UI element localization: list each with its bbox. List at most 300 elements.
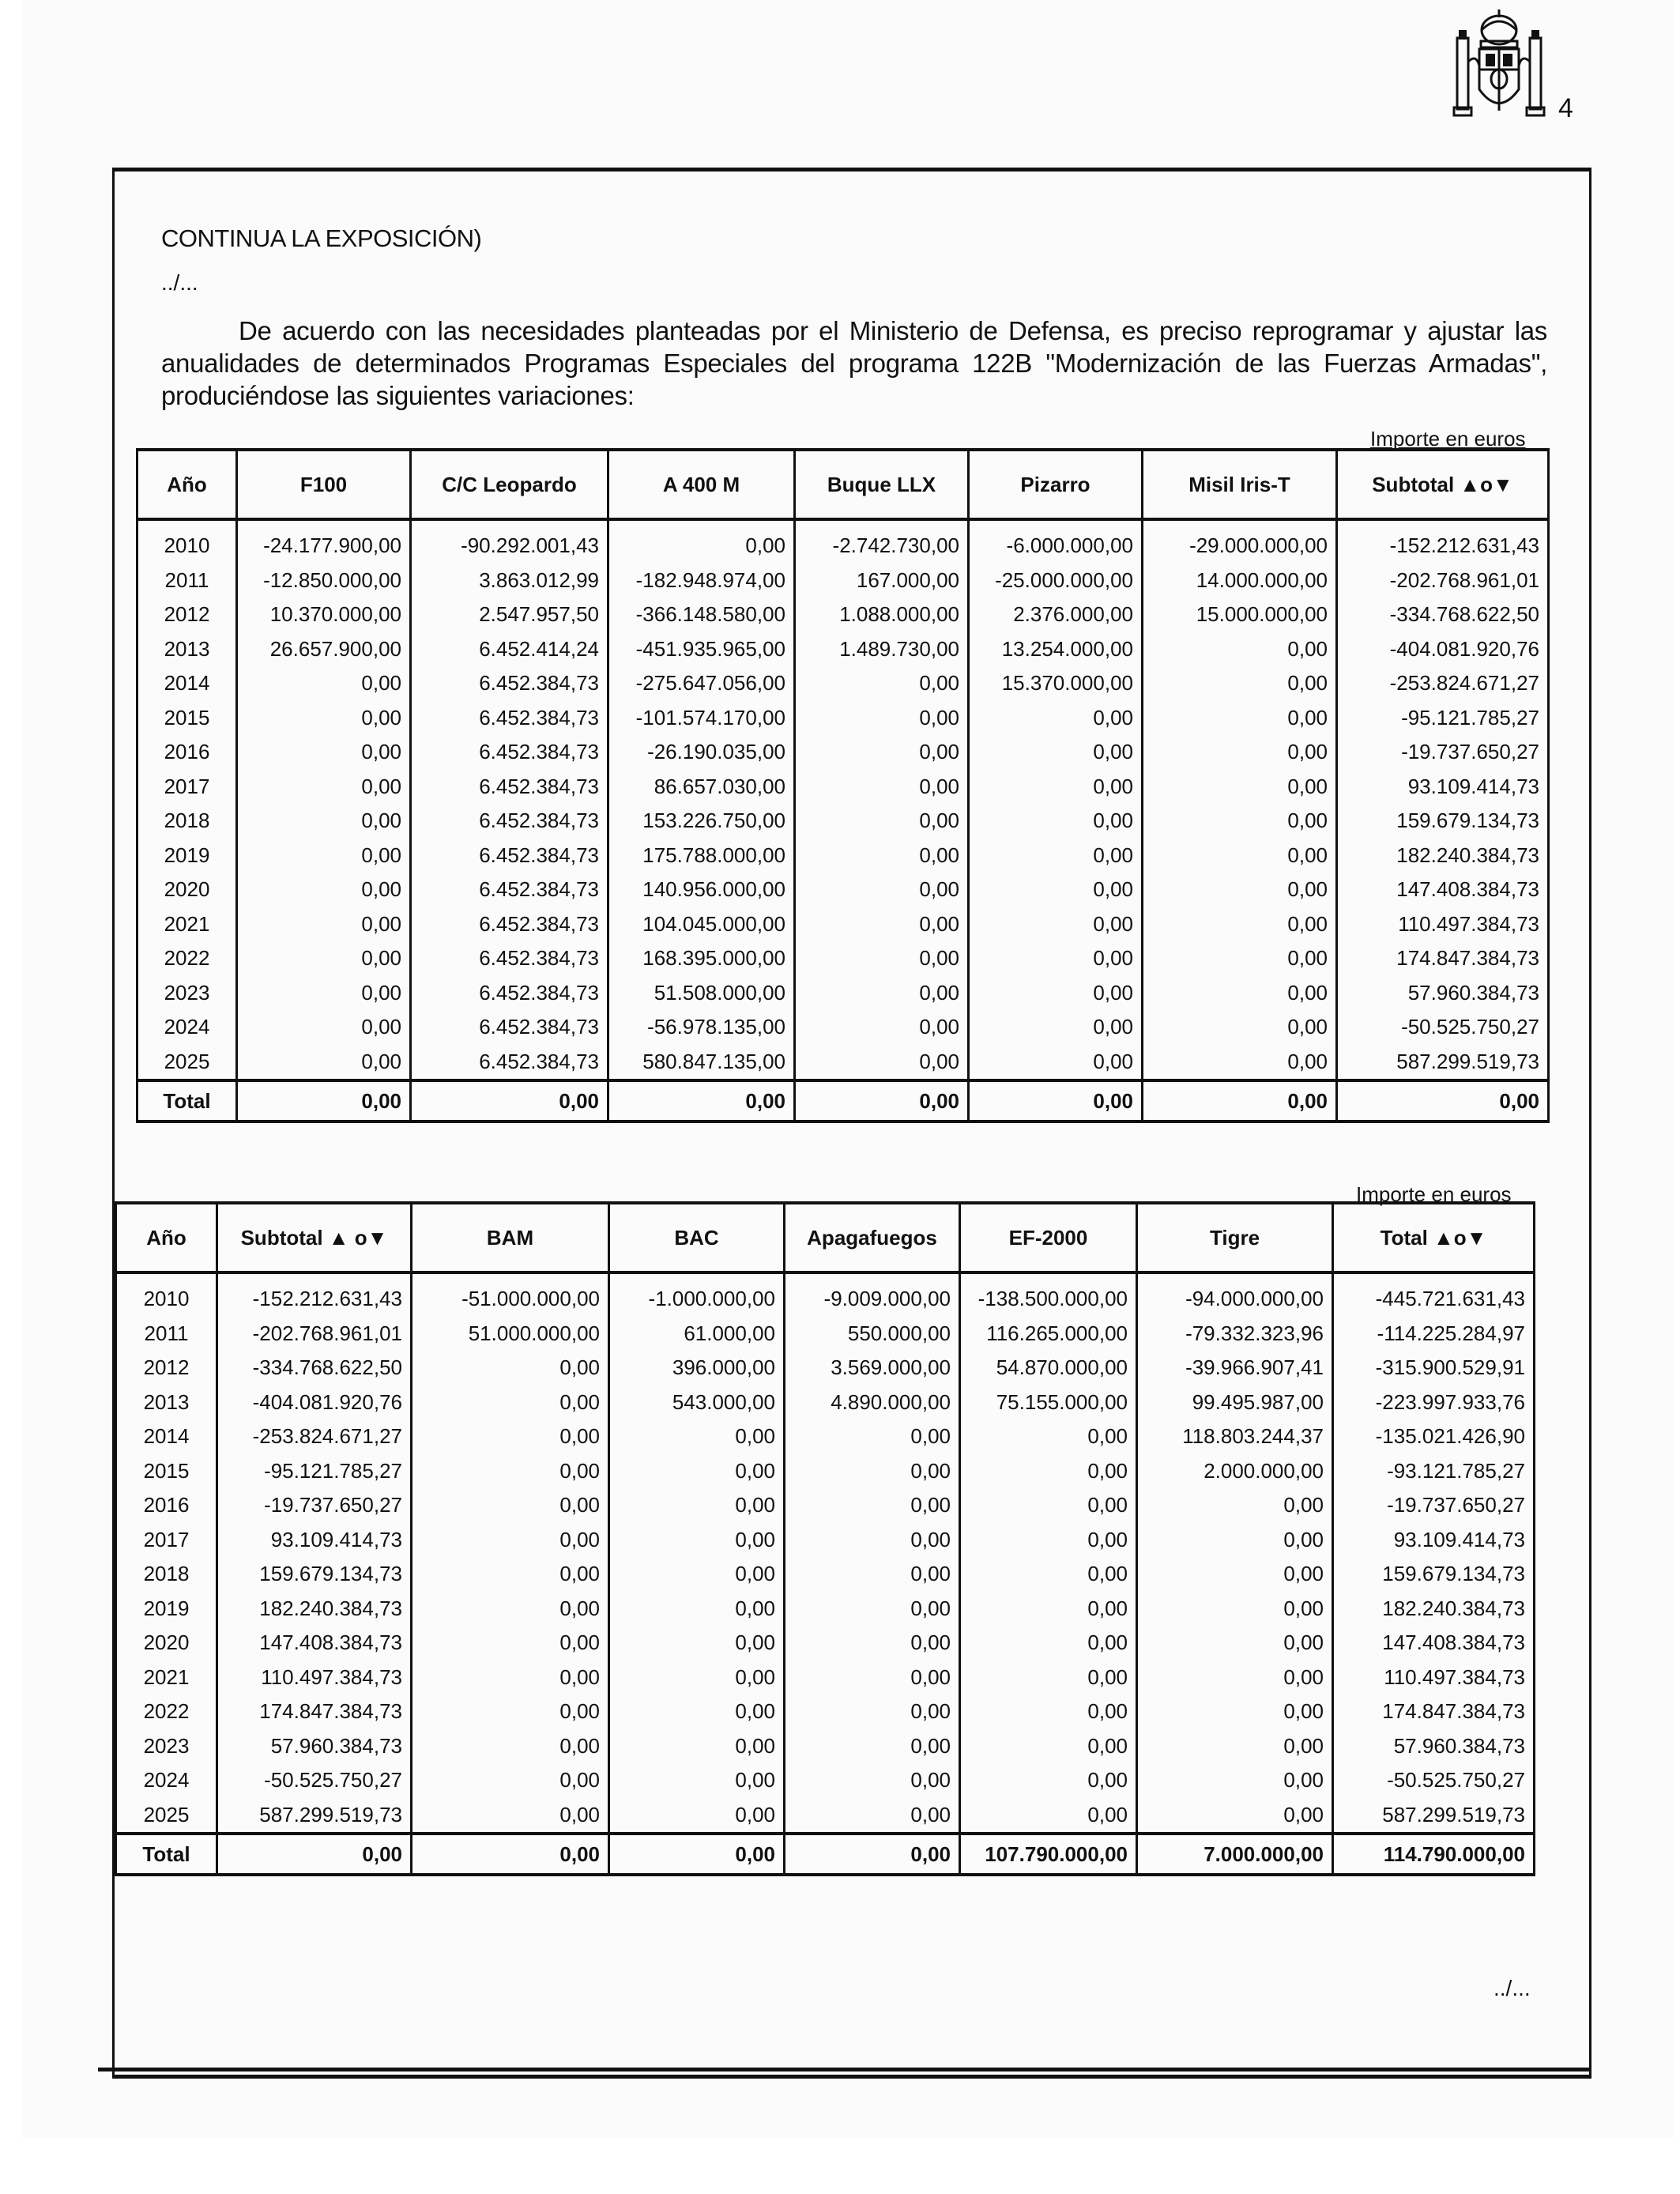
table-row: [116, 1454, 1535, 1489]
amount-cell: 0,00: [785, 1729, 960, 1764]
amount-cell: -202.768.961,01: [217, 1317, 412, 1351]
year-cell: 2022: [137, 941, 237, 976]
column-header: Subtotal ▲o▼: [1337, 450, 1549, 519]
total-row: [137, 1080, 1549, 1122]
table-row: [116, 1488, 1535, 1523]
amount-cell: 0,00: [969, 735, 1143, 770]
amount-cell: 0,00: [237, 735, 411, 770]
total-cell: 0,00: [608, 1080, 795, 1122]
amount-cell: 174.847.384,73: [217, 1695, 412, 1729]
amount-cell: 153.226.750,00: [608, 804, 795, 839]
table-row: [137, 598, 1549, 632]
year-cell: 2024: [116, 1763, 217, 1798]
table-row: [116, 1729, 1535, 1764]
amount-cell: -366.148.580,00: [608, 598, 795, 632]
amount-cell: 0,00: [412, 1385, 609, 1420]
total-cell: 0,00: [412, 1834, 609, 1875]
table-programs-2: [115, 1201, 1535, 1876]
year-cell: 2024: [137, 1010, 237, 1045]
amount-cell: -152.212.631,43: [1337, 519, 1549, 564]
amount-cell: -2.742.730,00: [795, 519, 969, 564]
amount-cell: 0,00: [1137, 1695, 1333, 1729]
amount-cell: 0,00: [795, 907, 969, 942]
table-row: [116, 1763, 1535, 1798]
year-cell: 2015: [137, 701, 237, 736]
amount-cell: 0,00: [1143, 873, 1337, 907]
amount-cell: 0,00: [1137, 1557, 1333, 1592]
amount-cell: 0,00: [785, 1523, 960, 1558]
year-cell: 2017: [137, 770, 237, 805]
amount-cell: -114.225.284,97: [1333, 1317, 1535, 1351]
year-cell: 2023: [137, 976, 237, 1011]
amount-cell: 0,00: [1137, 1592, 1333, 1627]
amount-cell: 0,00: [412, 1661, 609, 1695]
year-cell: 2012: [137, 598, 237, 632]
column-header: BAM: [412, 1203, 609, 1272]
year-cell: 2016: [137, 735, 237, 770]
year-cell: 2017: [116, 1523, 217, 1558]
amount-cell: 0,00: [785, 1419, 960, 1454]
amount-cell: 0,00: [960, 1523, 1137, 1558]
amount-cell: 0,00: [960, 1661, 1137, 1695]
amount-cell: 6.452.384,73: [411, 804, 608, 839]
amount-cell: 0,00: [785, 1626, 960, 1661]
amount-cell: -50.525.750,27: [1333, 1763, 1535, 1798]
amount-cell: 174.847.384,73: [1337, 941, 1549, 976]
amount-cell: 93.109.414,73: [1337, 770, 1549, 805]
amount-cell: 0,00: [969, 701, 1143, 736]
year-cell: 2020: [116, 1626, 217, 1661]
table-row: [116, 1351, 1535, 1385]
amount-cell: 587.299.519,73: [217, 1798, 412, 1834]
year-cell: 2013: [116, 1385, 217, 1420]
amount-cell: 57.960.384,73: [217, 1729, 412, 1764]
amount-cell: 140.956.000,00: [608, 873, 795, 907]
amount-cell: 0,00: [960, 1557, 1137, 1592]
amount-cell: 4.890.000,00: [785, 1385, 960, 1420]
amount-cell: 0,00: [960, 1763, 1137, 1798]
amount-cell: 0,00: [237, 804, 411, 839]
amount-cell: -135.021.426,90: [1333, 1419, 1535, 1454]
column-header: Apagafuegos: [785, 1203, 960, 1272]
table-row: [116, 1317, 1535, 1351]
amount-cell: 3.569.000,00: [785, 1351, 960, 1385]
amount-cell: 14.000.000,00: [1143, 564, 1337, 598]
total-cell: 0,00: [795, 1080, 969, 1122]
table-programs-1: [136, 448, 1550, 1123]
amount-cell: 0,00: [609, 1557, 785, 1592]
amount-cell: 0,00: [609, 1626, 785, 1661]
amount-cell: 0,00: [412, 1695, 609, 1729]
amount-cell: -223.997.933,76: [1333, 1385, 1535, 1420]
amount-cell: -51.000.000,00: [412, 1272, 609, 1317]
amount-cell: 2.376.000,00: [969, 598, 1143, 632]
amount-cell: 0,00: [960, 1729, 1137, 1764]
column-header: Total ▲o▼: [1333, 1203, 1535, 1272]
page-number: 4: [1558, 93, 1573, 123]
amount-cell: 0,00: [609, 1523, 785, 1558]
amount-cell: 580.847.135,00: [608, 1045, 795, 1081]
amount-cell: 182.240.384,73: [217, 1592, 412, 1627]
amount-cell: 0,00: [960, 1454, 1137, 1489]
amount-cell: 26.657.900,00: [237, 632, 411, 667]
column-header: Buque LLX: [795, 450, 969, 519]
amount-cell: 6.452.384,73: [411, 666, 608, 701]
amount-cell: -101.574.170,00: [608, 701, 795, 736]
table-row: [137, 666, 1549, 701]
amount-cell: 175.788.000,00: [608, 839, 795, 873]
year-cell: 2013: [137, 632, 237, 667]
amount-cell: 0,00: [609, 1592, 785, 1627]
amount-cell: 6.452.384,73: [411, 735, 608, 770]
amount-cell: 0,00: [1143, 770, 1337, 805]
table-row: [137, 735, 1549, 770]
amount-cell: 0,00: [969, 1045, 1143, 1081]
amount-cell: -138.500.000,00: [960, 1272, 1137, 1317]
amount-cell: 3.863.012,99: [411, 564, 608, 598]
amount-cell: 0,00: [960, 1419, 1137, 1454]
amount-cell: 168.395.000,00: [608, 941, 795, 976]
amount-cell: 6.452.384,73: [411, 839, 608, 873]
amount-cell: 15.000.000,00: [1143, 598, 1337, 632]
amount-cell: 0,00: [969, 941, 1143, 976]
amount-cell: -9.009.000,00: [785, 1272, 960, 1317]
year-cell: 2011: [137, 564, 237, 598]
table-row: [137, 976, 1549, 1011]
total-cell: 0,00: [1143, 1080, 1337, 1122]
amount-cell: -315.900.529,91: [1333, 1351, 1535, 1385]
amount-cell: 0,00: [412, 1626, 609, 1661]
amount-cell: 51.000.000,00: [412, 1317, 609, 1351]
year-cell: 2019: [137, 839, 237, 873]
table-row: [116, 1695, 1535, 1729]
table-row: [116, 1385, 1535, 1420]
amount-cell: 0,00: [608, 519, 795, 564]
amount-cell: -152.212.631,43: [217, 1272, 412, 1317]
amount-cell: 51.508.000,00: [608, 976, 795, 1011]
continuation-title: CONTINUA LA EXPOSICIÓN): [161, 224, 482, 252]
amount-cell: 0,00: [237, 666, 411, 701]
amount-cell: 0,00: [785, 1592, 960, 1627]
amount-cell: 1.088.000,00: [795, 598, 969, 632]
amount-cell: 0,00: [237, 941, 411, 976]
amount-cell: 0,00: [785, 1454, 960, 1489]
amount-cell: 0,00: [1143, 907, 1337, 942]
amount-cell: -93.121.785,27: [1333, 1454, 1535, 1489]
table-row: [116, 1419, 1535, 1454]
amount-cell: 0,00: [795, 1045, 969, 1081]
amount-cell: 0,00: [609, 1454, 785, 1489]
table-row: [137, 1045, 1549, 1081]
amount-cell: 0,00: [785, 1661, 960, 1695]
amount-cell: -404.081.920,76: [1337, 632, 1549, 667]
amount-cell: -90.292.001,43: [411, 519, 608, 564]
amount-cell: -50.525.750,27: [1337, 1010, 1549, 1045]
year-cell: 2011: [116, 1317, 217, 1351]
amount-cell: 0,00: [412, 1523, 609, 1558]
amount-cell: 6.452.414,24: [411, 632, 608, 667]
table-row: [137, 632, 1549, 667]
amount-cell: 0,00: [969, 804, 1143, 839]
column-header: A 400 M: [608, 450, 795, 519]
amount-cell: 1.489.730,00: [795, 632, 969, 667]
column-header: F100: [237, 450, 411, 519]
amount-cell: 0,00: [1137, 1626, 1333, 1661]
amount-cell: 0,00: [237, 873, 411, 907]
amount-cell: -334.768.622,50: [1337, 598, 1549, 632]
amount-cell: 0,00: [412, 1798, 609, 1834]
amount-cell: -29.000.000,00: [1143, 519, 1337, 564]
table-row: [137, 770, 1549, 805]
year-cell: 2021: [137, 907, 237, 942]
year-cell: 2021: [116, 1661, 217, 1695]
amount-cell: 6.452.384,73: [411, 873, 608, 907]
amount-cell: 6.452.384,73: [411, 941, 608, 976]
table-row: [116, 1592, 1535, 1627]
amount-cell: -19.737.650,27: [1333, 1488, 1535, 1523]
amount-cell: 0,00: [795, 941, 969, 976]
column-header: Año: [137, 450, 237, 519]
table-row: [137, 873, 1549, 907]
amount-cell: 0,00: [1137, 1798, 1333, 1834]
amount-cell: 0,00: [785, 1557, 960, 1592]
amount-cell: 0,00: [795, 839, 969, 873]
amount-cell: 0,00: [1143, 1010, 1337, 1045]
amount-cell: 0,00: [795, 770, 969, 805]
amount-cell: 110.497.384,73: [1337, 907, 1549, 942]
amount-cell: 0,00: [1137, 1763, 1333, 1798]
amount-cell: 6.452.384,73: [411, 770, 608, 805]
column-header: C/C Leopardo: [411, 450, 608, 519]
amount-cell: 147.408.384,73: [1333, 1626, 1535, 1661]
amount-cell: 0,00: [1143, 976, 1337, 1011]
table-row: [116, 1661, 1535, 1695]
amount-cell: 587.299.519,73: [1333, 1798, 1535, 1834]
year-cell: 2018: [137, 804, 237, 839]
year-cell: 2010: [137, 519, 237, 564]
amount-cell: 0,00: [1137, 1523, 1333, 1558]
amount-cell: -25.000.000,00: [969, 564, 1143, 598]
amount-cell: 0,00: [237, 770, 411, 805]
amount-cell: -94.000.000,00: [1137, 1272, 1333, 1317]
amount-cell: 6.452.384,73: [411, 1010, 608, 1045]
amount-cell: 0,00: [795, 976, 969, 1011]
amount-cell: 0,00: [785, 1763, 960, 1798]
amount-cell: -12.850.000,00: [237, 564, 411, 598]
amount-cell: 104.045.000,00: [608, 907, 795, 942]
amount-cell: 0,00: [237, 976, 411, 1011]
total-cell: 0,00: [609, 1834, 785, 1875]
amount-cell: 0,00: [609, 1695, 785, 1729]
year-cell: 2019: [116, 1592, 217, 1627]
total-label: Total: [116, 1834, 217, 1875]
amount-cell: 118.803.244,37: [1137, 1419, 1333, 1454]
amount-cell: -451.935.965,00: [608, 632, 795, 667]
amount-cell: 0,00: [412, 1763, 609, 1798]
amount-cell: 147.408.384,73: [1337, 873, 1549, 907]
amount-cell: 396.000,00: [609, 1351, 785, 1385]
amount-cell: 159.679.134,73: [1333, 1557, 1535, 1592]
amount-cell: 0,00: [1143, 735, 1337, 770]
amount-cell: 0,00: [960, 1488, 1137, 1523]
column-header: Tigre: [1137, 1203, 1333, 1272]
amount-cell: 6.452.384,73: [411, 907, 608, 942]
amount-cell: 159.679.134,73: [217, 1557, 412, 1592]
amount-cell: 54.870.000,00: [960, 1351, 1137, 1385]
year-cell: 2012: [116, 1351, 217, 1385]
continuation-marker-top: ../...: [161, 270, 198, 295]
amount-cell: 0,00: [969, 770, 1143, 805]
amount-cell: 0,00: [412, 1557, 609, 1592]
column-header: Misil Iris-T: [1143, 450, 1337, 519]
amount-cell: 0,00: [795, 701, 969, 736]
total-cell: 7.000.000,00: [1137, 1834, 1333, 1875]
amount-cell: 0,00: [960, 1695, 1137, 1729]
total-label: Total: [137, 1080, 237, 1122]
table2-unit-label: Importe en euros: [1356, 1182, 1512, 1206]
amount-cell: 13.254.000,00: [969, 632, 1143, 667]
amount-cell: 0,00: [795, 1010, 969, 1045]
amount-cell: 2.547.957,50: [411, 598, 608, 632]
amount-cell: 0,00: [960, 1592, 1137, 1627]
total-cell: 107.790.000,00: [960, 1834, 1137, 1875]
amount-cell: 6.452.384,73: [411, 1045, 608, 1081]
amount-cell: 0,00: [1137, 1729, 1333, 1764]
amount-cell: -275.647.056,00: [608, 666, 795, 701]
amount-cell: -24.177.900,00: [237, 519, 411, 564]
year-cell: 2010: [116, 1272, 217, 1317]
amount-cell: 0,00: [412, 1488, 609, 1523]
amount-cell: -39.966.907,41: [1137, 1351, 1333, 1385]
amount-cell: 10.370.000,00: [237, 598, 411, 632]
table-row: [137, 519, 1549, 564]
amount-cell: 0,00: [960, 1626, 1137, 1661]
year-cell: 2016: [116, 1488, 217, 1523]
amount-cell: -26.190.035,00: [608, 735, 795, 770]
amount-cell: 86.657.030,00: [608, 770, 795, 805]
amount-cell: 0,00: [609, 1798, 785, 1834]
table-row: [137, 804, 1549, 839]
continuation-marker-bottom: ../...: [1494, 1976, 1531, 2000]
amount-cell: 0,00: [960, 1798, 1137, 1834]
bottom-rule: [98, 2068, 1590, 2071]
amount-cell: 174.847.384,73: [1333, 1695, 1535, 1729]
table1-unit-label: Importe en euros: [1370, 427, 1526, 450]
amount-cell: -253.824.671,27: [217, 1419, 412, 1454]
amount-cell: -6.000.000,00: [969, 519, 1143, 564]
amount-cell: 0,00: [412, 1592, 609, 1627]
amount-cell: 0,00: [237, 1045, 411, 1081]
amount-cell: 0,00: [785, 1488, 960, 1523]
total-cell: 0,00: [969, 1080, 1143, 1122]
year-cell: 2018: [116, 1557, 217, 1592]
amount-cell: -202.768.961,01: [1337, 564, 1549, 598]
amount-cell: 2.000.000,00: [1137, 1454, 1333, 1489]
total-cell: 0,00: [785, 1834, 960, 1875]
amount-cell: 99.495.987,00: [1137, 1385, 1333, 1420]
intro-paragraph: De acuerdo con las necesidades planteadas por el Ministerio de Defensa, es preciso reprogramar y ajustar las anualidades de determinados Programas Especiales del programa 122B "Modernización de las Fuerzas Armadas", produciéndose las siguientes variaciones:: [161, 316, 1547, 410]
table-row: [137, 941, 1549, 976]
amount-cell: 0,00: [1143, 941, 1337, 976]
column-header: Año: [116, 1203, 217, 1272]
amount-cell: 0,00: [609, 1488, 785, 1523]
amount-cell: 93.109.414,73: [1333, 1523, 1535, 1558]
amount-cell: 543.000,00: [609, 1385, 785, 1420]
total-cell: 0,00: [237, 1080, 411, 1122]
column-header: Pizarro: [969, 450, 1143, 519]
amount-cell: 0,00: [237, 839, 411, 873]
amount-cell: 0,00: [1143, 804, 1337, 839]
amount-cell: -50.525.750,27: [217, 1763, 412, 1798]
amount-cell: 0,00: [1143, 666, 1337, 701]
amount-cell: 0,00: [237, 1010, 411, 1045]
amount-cell: 6.452.384,73: [411, 701, 608, 736]
year-cell: 2025: [116, 1798, 217, 1834]
table-row: [137, 839, 1549, 873]
table-row: [137, 1010, 1549, 1045]
total-cell: 0,00: [1337, 1080, 1549, 1122]
table-row: [116, 1523, 1535, 1558]
amount-cell: 0,00: [609, 1729, 785, 1764]
amount-cell: 0,00: [1137, 1661, 1333, 1695]
amount-cell: 182.240.384,73: [1337, 839, 1549, 873]
amount-cell: 587.299.519,73: [1337, 1045, 1549, 1081]
table-row: [116, 1626, 1535, 1661]
table-row: [116, 1272, 1535, 1317]
amount-cell: 0,00: [969, 907, 1143, 942]
amount-cell: 159.679.134,73: [1337, 804, 1549, 839]
table-row: [137, 907, 1549, 942]
year-cell: 2020: [137, 873, 237, 907]
amount-cell: -19.737.650,27: [217, 1488, 412, 1523]
total-cell: 114.790.000,00: [1333, 1834, 1535, 1875]
amount-cell: 0,00: [412, 1454, 609, 1489]
amount-cell: -56.978.135,00: [608, 1010, 795, 1045]
amount-cell: 0,00: [412, 1419, 609, 1454]
amount-cell: -334.768.622,50: [217, 1351, 412, 1385]
amount-cell: 57.960.384,73: [1337, 976, 1549, 1011]
amount-cell: -19.737.650,27: [1337, 735, 1549, 770]
amount-cell: 0,00: [1143, 839, 1337, 873]
year-cell: 2023: [116, 1729, 217, 1764]
amount-cell: 0,00: [609, 1661, 785, 1695]
year-cell: 2014: [137, 666, 237, 701]
amount-cell: -445.721.631,43: [1333, 1272, 1535, 1317]
amount-cell: 0,00: [795, 735, 969, 770]
amount-cell: 110.497.384,73: [217, 1661, 412, 1695]
amount-cell: -404.081.920,76: [217, 1385, 412, 1420]
amount-cell: 550.000,00: [785, 1317, 960, 1351]
amount-cell: 0,00: [785, 1695, 960, 1729]
amount-cell: 0,00: [609, 1763, 785, 1798]
column-header: BAC: [609, 1203, 785, 1272]
table-row: [116, 1798, 1535, 1834]
amount-cell: 6.452.384,73: [411, 976, 608, 1011]
table-row: [137, 564, 1549, 598]
amount-cell: 0,00: [969, 873, 1143, 907]
amount-cell: 167.000,00: [795, 564, 969, 598]
year-cell: 2025: [137, 1045, 237, 1081]
amount-cell: 182.240.384,73: [1333, 1592, 1535, 1627]
year-cell: 2014: [116, 1419, 217, 1454]
amount-cell: 0,00: [412, 1729, 609, 1764]
amount-cell: -95.121.785,27: [217, 1454, 412, 1489]
amount-cell: 0,00: [785, 1798, 960, 1834]
amount-cell: 0,00: [1143, 1045, 1337, 1081]
amount-cell: -95.121.785,27: [1337, 701, 1549, 736]
amount-cell: 0,00: [795, 666, 969, 701]
amount-cell: 0,00: [795, 804, 969, 839]
